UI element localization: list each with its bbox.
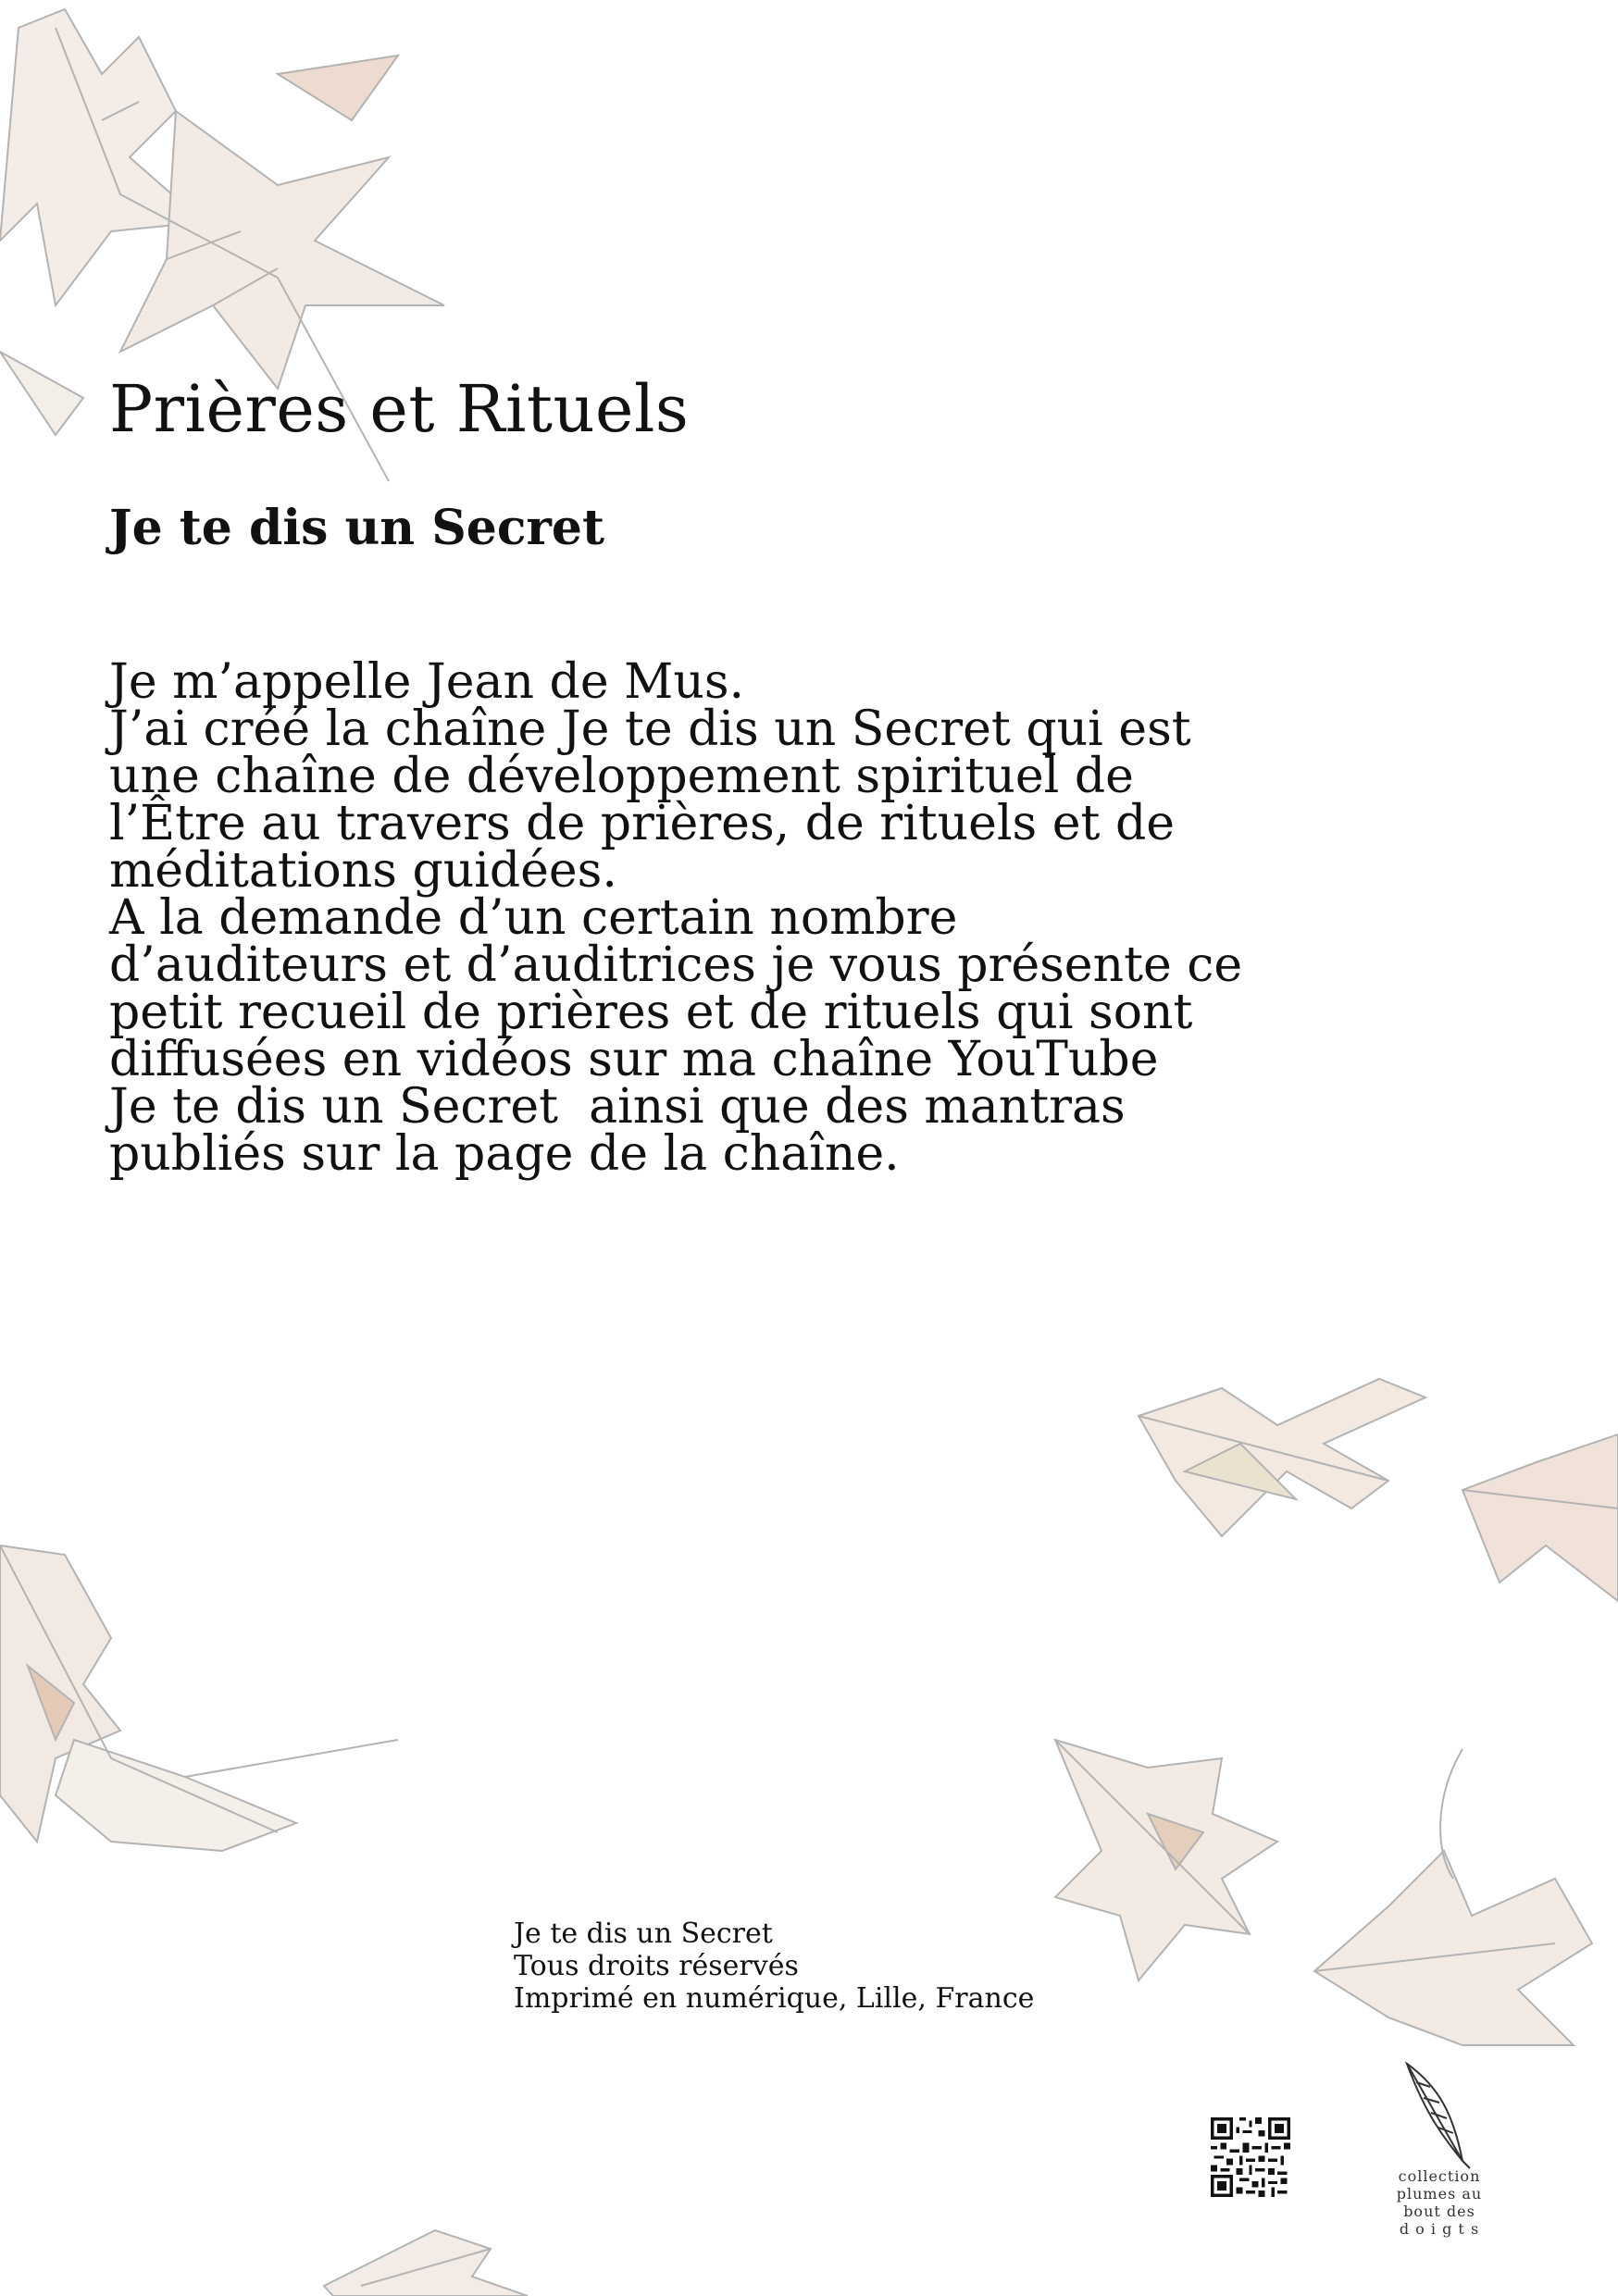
colophon	[514, 1917, 1034, 2015]
feather-logo-icon	[1388, 2059, 1490, 2170]
autumn-leaf-icon	[0, 1518, 426, 1906]
page-subtitle: Je te dis un Secret	[109, 500, 605, 556]
logo-line: plumes au	[1396, 2185, 1483, 2203]
logo-line: d o i g t s	[1399, 2220, 1480, 2238]
colophon-line: Imprimé en numérique, Lille, France	[514, 1982, 1035, 2015]
body-line: une chaîne de développement spirituel de	[109, 749, 1134, 804]
body-line: diffusées en vidéos sur ma chaîne YouTube	[109, 1032, 1159, 1087]
intro-text	[109, 654, 1331, 1182]
colophon-line: Tous droits réservés	[514, 1950, 799, 1982]
body-line: l’Être au travers de prières, de rituels et de	[109, 796, 1176, 851]
body-line: J’ai créé la chaîne Je te dis un Secret qui est	[109, 701, 1191, 757]
qr-code-icon	[1211, 2117, 1290, 2197]
body-line: d’auditeurs et d’auditrices je vous présente ce	[109, 937, 1243, 993]
body-line: méditations guidées.	[109, 843, 617, 899]
body-line: A la demande d’un certain nombre	[109, 890, 958, 946]
body-line: petit recueil de prières et de rituels qui sont	[109, 985, 1193, 1040]
body-line: Je m’appelle Jean de Mus.	[109, 654, 745, 710]
colophon-line: Je te dis un Secret	[514, 1917, 773, 1950]
autumn-leaf-icon	[305, 2203, 546, 2296]
autumn-leaf-icon	[1037, 1712, 1618, 2101]
autumn-leaf-icon	[1111, 1360, 1618, 1657]
logo-line: collection	[1398, 2167, 1481, 2185]
page-title: Prières et Rituels	[109, 371, 690, 447]
body-line: publiés sur la page de la chaîne.	[109, 1126, 900, 1182]
body-line: Je te dis un Secret ainsi que des mantras	[109, 1079, 1126, 1135]
logo-line: bout des	[1403, 2203, 1475, 2220]
collection-logo-text	[1370, 2167, 1509, 2238]
